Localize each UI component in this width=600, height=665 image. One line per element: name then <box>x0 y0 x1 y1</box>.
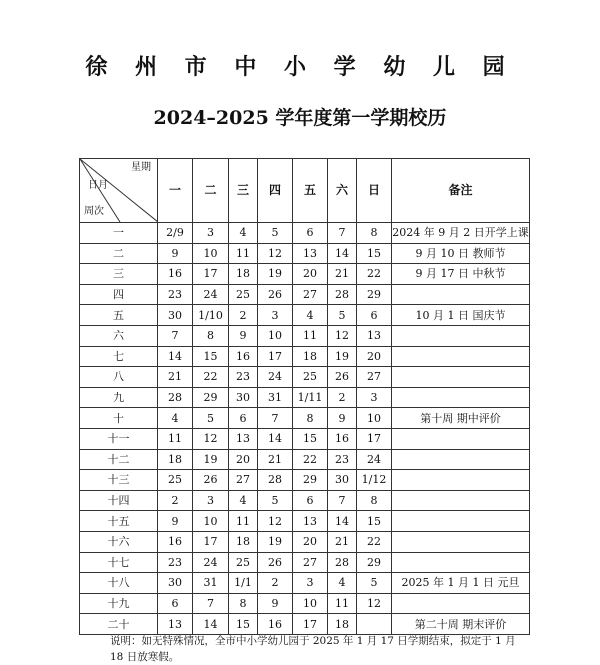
note-cell <box>392 367 530 388</box>
table-row <box>80 511 530 532</box>
date-cell: 21 <box>328 531 357 552</box>
date-cell: 1/1 <box>229 573 258 594</box>
date-cell: 11 <box>158 428 193 449</box>
note-cell <box>392 387 530 408</box>
day-header-wed: 三 <box>229 159 258 223</box>
date-cell: 17 <box>193 264 229 285</box>
page-title: 徐 州 市 中 小 学 幼 儿 园 <box>85 54 515 80</box>
date-cell: 7 <box>328 223 357 244</box>
table-row <box>80 552 530 573</box>
date-cell: 30 <box>229 387 258 408</box>
date-cell: 2 <box>258 573 293 594</box>
date-cell: 14 <box>328 243 357 264</box>
date-cell: 20 <box>229 449 258 470</box>
date-cell: 19 <box>328 346 357 367</box>
day-header-sat: 六 <box>328 159 357 223</box>
corner-header-cell <box>80 159 158 223</box>
week-number-cell: 三 <box>80 264 158 285</box>
week-number-cell: 十六 <box>80 531 158 552</box>
date-cell: 12 <box>328 325 357 346</box>
date-cell: 12 <box>258 511 293 532</box>
table-row <box>80 490 530 511</box>
date-cell: 1/12 <box>357 470 392 491</box>
week-number-cell: 五 <box>80 305 158 326</box>
date-cell: 16 <box>158 264 193 285</box>
page-subtitle: 2024–2025 学年度第一学期校历 <box>153 107 447 129</box>
date-cell: 21 <box>328 264 357 285</box>
note-cell <box>392 511 530 532</box>
date-cell: 8 <box>193 325 229 346</box>
date-cell: 28 <box>258 470 293 491</box>
date-cell: 6 <box>293 223 328 244</box>
date-cell: 18 <box>229 264 258 285</box>
table-row <box>80 387 530 408</box>
date-cell: 20 <box>293 264 328 285</box>
date-cell: 22 <box>357 531 392 552</box>
date-cell: 27 <box>293 284 328 305</box>
date-cell: 25 <box>158 470 193 491</box>
day-header-tue: 二 <box>193 159 229 223</box>
date-cell: 25 <box>229 552 258 573</box>
date-cell: 26 <box>258 284 293 305</box>
date-cell: 26 <box>258 552 293 573</box>
table-row <box>80 470 530 491</box>
date-cell: 24 <box>258 367 293 388</box>
week-number-cell: 十二 <box>80 449 158 470</box>
date-cell: 9 <box>258 593 293 614</box>
date-cell: 13 <box>158 614 193 635</box>
date-cell: 30 <box>158 305 193 326</box>
date-cell: 5 <box>193 408 229 429</box>
note-cell: 第二十周 期末评价 <box>392 614 530 635</box>
date-cell: 24 <box>193 284 229 305</box>
week-number-cell: 十 <box>80 408 158 429</box>
date-cell: 7 <box>258 408 293 429</box>
date-cell: 29 <box>293 470 328 491</box>
table-row <box>80 243 530 264</box>
date-cell: 19 <box>193 449 229 470</box>
note-cell <box>392 449 530 470</box>
date-cell: 10 <box>258 325 293 346</box>
date-cell: 23 <box>158 284 193 305</box>
date-cell: 7 <box>158 325 193 346</box>
date-cell: 19 <box>258 264 293 285</box>
date-cell: 18 <box>293 346 328 367</box>
week-number-cell: 八 <box>80 367 158 388</box>
week-number-cell: 十八 <box>80 573 158 594</box>
date-cell: 14 <box>158 346 193 367</box>
date-cell: 14 <box>328 511 357 532</box>
date-cell: 2/9 <box>158 223 193 244</box>
date-cell: 8 <box>293 408 328 429</box>
date-cell: 10 <box>193 511 229 532</box>
date-cell: 24 <box>357 449 392 470</box>
date-cell: 18 <box>158 449 193 470</box>
date-cell: 22 <box>293 449 328 470</box>
table-row <box>80 531 530 552</box>
table-row <box>80 284 530 305</box>
week-number-cell: 十一 <box>80 428 158 449</box>
date-cell: 16 <box>229 346 258 367</box>
date-cell: 18 <box>229 531 258 552</box>
date-cell: 5 <box>258 223 293 244</box>
note-cell <box>392 284 530 305</box>
date-cell: 5 <box>328 305 357 326</box>
date-cell: 28 <box>328 552 357 573</box>
week-number-cell: 一 <box>80 223 158 244</box>
date-cell: 6 <box>293 490 328 511</box>
date-cell: 24 <box>193 552 229 573</box>
date-cell: 12 <box>357 593 392 614</box>
day-header-fri: 五 <box>293 159 328 223</box>
note-cell: 2024 年 9 月 2 日开学上课 <box>392 223 530 244</box>
note-cell <box>392 490 530 511</box>
date-cell: 29 <box>193 387 229 408</box>
date-cell: 16 <box>328 428 357 449</box>
date-cell: 20 <box>293 531 328 552</box>
date-cell: 9 <box>158 243 193 264</box>
date-cell: 2 <box>158 490 193 511</box>
week-number-cell: 十四 <box>80 490 158 511</box>
date-cell: 4 <box>229 223 258 244</box>
date-cell: 17 <box>293 614 328 635</box>
table-row <box>80 614 530 635</box>
week-number-cell: 九 <box>80 387 158 408</box>
date-cell: 13 <box>293 511 328 532</box>
date-cell: 30 <box>328 470 357 491</box>
corner-weekday-label: 星期 <box>131 162 151 173</box>
note-cell <box>392 428 530 449</box>
date-cell: 6 <box>158 593 193 614</box>
date-cell: 27 <box>357 367 392 388</box>
note-cell <box>392 346 530 367</box>
date-cell: 25 <box>229 284 258 305</box>
date-cell: 15 <box>193 346 229 367</box>
date-cell: 3 <box>193 490 229 511</box>
date-cell: 26 <box>193 470 229 491</box>
note-cell <box>392 593 530 614</box>
table-row <box>80 325 530 346</box>
date-cell: 3 <box>258 305 293 326</box>
note-cell <box>392 552 530 573</box>
footnote: 说明：如无特殊情况，全市中小学幼儿园于 2025 年 1 月 17 日学期结束，拟定于 1 月 18 日放寒假。 <box>110 635 516 663</box>
date-cell: 3 <box>193 223 229 244</box>
note-cell: 2025 年 1 月 1 日 元旦 <box>392 573 530 594</box>
date-cell: 18 <box>328 614 357 635</box>
date-cell: 30 <box>158 573 193 594</box>
date-cell: 31 <box>258 387 293 408</box>
date-cell: 13 <box>293 243 328 264</box>
date-cell: 11 <box>328 593 357 614</box>
date-cell <box>357 614 392 635</box>
date-cell: 3 <box>293 573 328 594</box>
table-row <box>80 367 530 388</box>
date-cell: 28 <box>328 284 357 305</box>
date-cell: 5 <box>357 573 392 594</box>
week-number-cell: 二十 <box>80 614 158 635</box>
date-cell: 28 <box>158 387 193 408</box>
date-cell: 11 <box>229 511 258 532</box>
date-cell: 1/10 <box>193 305 229 326</box>
date-cell: 25 <box>293 367 328 388</box>
date-cell: 27 <box>293 552 328 573</box>
date-cell: 27 <box>229 470 258 491</box>
date-cell: 15 <box>357 511 392 532</box>
note-cell <box>392 470 530 491</box>
table-header-row <box>80 159 530 223</box>
corner-week-label: 周次 <box>84 206 104 217</box>
date-cell: 9 <box>158 511 193 532</box>
date-cell: 11 <box>229 243 258 264</box>
date-cell: 29 <box>357 552 392 573</box>
calendar-body <box>80 223 530 635</box>
week-number-cell: 十三 <box>80 470 158 491</box>
date-cell: 20 <box>357 346 392 367</box>
date-cell: 10 <box>193 243 229 264</box>
table-row <box>80 346 530 367</box>
date-cell: 6 <box>229 408 258 429</box>
date-cell: 5 <box>258 490 293 511</box>
date-cell: 4 <box>293 305 328 326</box>
table-row <box>80 408 530 429</box>
date-cell: 2 <box>229 305 258 326</box>
date-cell: 7 <box>328 490 357 511</box>
date-cell: 15 <box>357 243 392 264</box>
date-cell: 22 <box>193 367 229 388</box>
week-number-cell: 二 <box>80 243 158 264</box>
day-header-mon: 一 <box>158 159 193 223</box>
week-number-cell: 七 <box>80 346 158 367</box>
week-number-cell: 十五 <box>80 511 158 532</box>
table-row <box>80 264 530 285</box>
date-cell: 10 <box>293 593 328 614</box>
date-cell: 16 <box>258 614 293 635</box>
week-number-cell: 四 <box>80 284 158 305</box>
day-header-sun: 日 <box>357 159 392 223</box>
date-cell: 9 <box>229 325 258 346</box>
date-cell: 6 <box>357 305 392 326</box>
note-cell <box>392 531 530 552</box>
note-cell: 9 月 17 日 中秋节 <box>392 264 530 285</box>
date-cell: 4 <box>229 490 258 511</box>
date-cell: 4 <box>328 573 357 594</box>
week-number-cell: 十九 <box>80 593 158 614</box>
date-cell: 3 <box>357 387 392 408</box>
table-row <box>80 305 530 326</box>
date-cell: 22 <box>357 264 392 285</box>
date-cell: 14 <box>258 428 293 449</box>
date-cell: 1/11 <box>293 387 328 408</box>
date-cell: 19 <box>258 531 293 552</box>
date-cell: 23 <box>328 449 357 470</box>
date-cell: 12 <box>193 428 229 449</box>
table-row <box>80 593 530 614</box>
date-cell: 23 <box>158 552 193 573</box>
date-cell: 13 <box>229 428 258 449</box>
date-cell: 14 <box>193 614 229 635</box>
date-cell: 9 <box>328 408 357 429</box>
corner-date-label: 日月 <box>88 180 108 191</box>
note-cell: 第十周 期中评价 <box>392 408 530 429</box>
date-cell: 21 <box>158 367 193 388</box>
table-row <box>80 428 530 449</box>
date-cell: 17 <box>357 428 392 449</box>
note-cell: 10 月 1 日 国庆节 <box>392 305 530 326</box>
week-number-cell: 六 <box>80 325 158 346</box>
date-cell: 26 <box>328 367 357 388</box>
date-cell: 23 <box>229 367 258 388</box>
date-cell: 16 <box>158 531 193 552</box>
date-cell: 11 <box>293 325 328 346</box>
date-cell: 4 <box>158 408 193 429</box>
date-cell: 13 <box>357 325 392 346</box>
date-cell: 10 <box>357 408 392 429</box>
table-row <box>80 223 530 244</box>
day-header-thu: 四 <box>258 159 293 223</box>
date-cell: 8 <box>357 223 392 244</box>
date-cell: 29 <box>357 284 392 305</box>
date-cell: 15 <box>229 614 258 635</box>
note-cell <box>392 325 530 346</box>
date-cell: 12 <box>258 243 293 264</box>
date-cell: 2 <box>328 387 357 408</box>
date-cell: 31 <box>193 573 229 594</box>
date-cell: 15 <box>293 428 328 449</box>
note-header: 备注 <box>392 159 530 223</box>
date-cell: 7 <box>193 593 229 614</box>
school-calendar-table <box>79 158 530 635</box>
note-cell: 9 月 10 日 教师节 <box>392 243 530 264</box>
table-row <box>80 573 530 594</box>
date-cell: 8 <box>229 593 258 614</box>
date-cell: 17 <box>193 531 229 552</box>
week-number-cell: 十七 <box>80 552 158 573</box>
date-cell: 21 <box>258 449 293 470</box>
date-cell: 8 <box>357 490 392 511</box>
table-row <box>80 449 530 470</box>
date-cell: 17 <box>258 346 293 367</box>
